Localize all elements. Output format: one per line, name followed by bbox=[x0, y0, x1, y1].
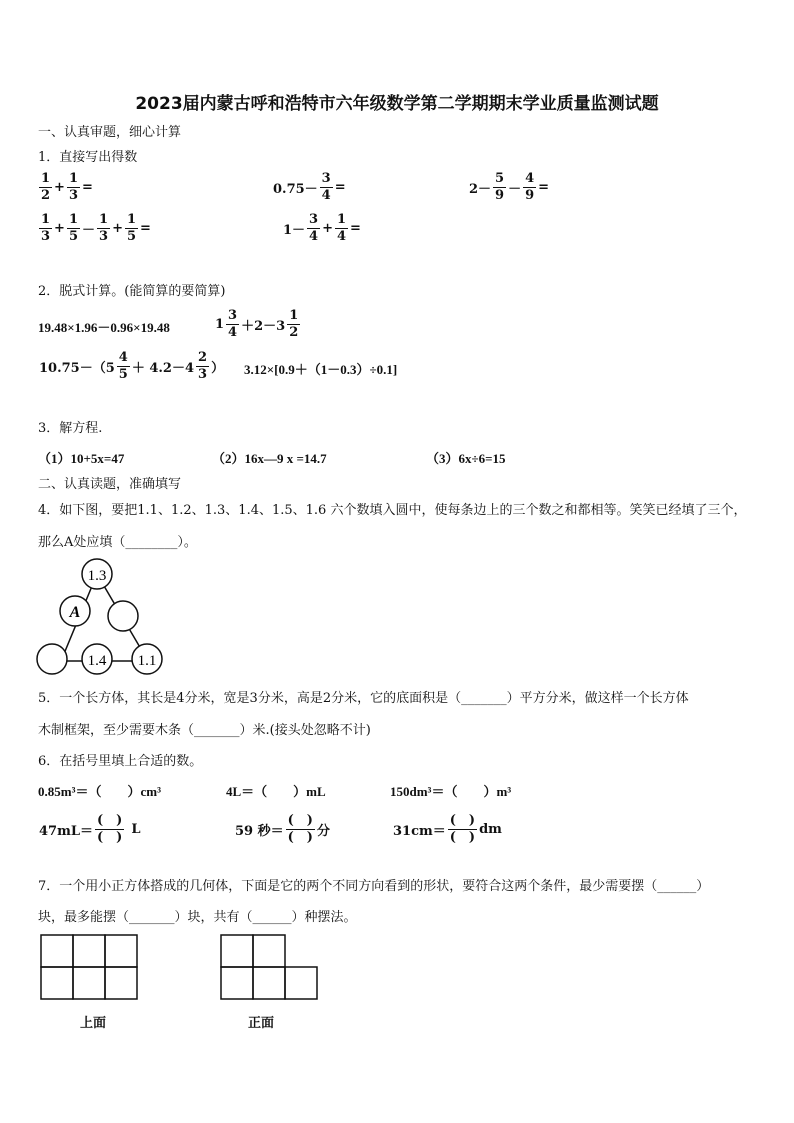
top-view-caption: 上面 bbox=[80, 1016, 107, 1031]
fraction: $\frac{3}{4}$ bbox=[321, 171, 331, 203]
q7-text-line2: 块，最多能摆（_______）块，共有（______）种摆法。 bbox=[38, 910, 357, 925]
circle-left-label: A bbox=[69, 604, 81, 621]
fraction: $\frac{5}{9}$ bbox=[495, 171, 505, 203]
q1-label: 1．直接写出得数 bbox=[38, 150, 138, 165]
q6-fill-3: 150dm³＝（ ）m³ bbox=[390, 784, 512, 799]
front-view-caption: 正面 bbox=[248, 1016, 275, 1031]
q2-expr-3: 10.75－（5 $\frac{4}{5}$ ＋ 4.2－4 $\frac{2}{3}$ ） bbox=[39, 350, 225, 382]
circle-top-label: 1.3 bbox=[87, 568, 107, 584]
top-view-grid bbox=[40, 934, 140, 1002]
fraction-blank: $\frac{( )}{( )}$ bbox=[449, 813, 476, 845]
fraction: $\frac{1}{4}$ bbox=[337, 212, 347, 244]
fraction-blank: $\frac{( )}{( )}$ bbox=[287, 813, 313, 845]
page-title: 2023届内蒙古呼和浩特市六年级数学第二学期期末学业质量监测试题 bbox=[135, 94, 659, 114]
fraction: $\frac{1}{3}$ bbox=[99, 212, 109, 244]
fraction: $\frac{2}{3}$ bbox=[198, 350, 208, 382]
q1-expr-2: 0.75－ $\frac{3}{4}$ = bbox=[273, 171, 346, 203]
fraction: $\frac{1}{3}$ bbox=[68, 171, 78, 203]
q3-equation-1: （1）10+5x=47 bbox=[38, 451, 125, 466]
q1-expr-1: $\frac{1}{2}$ + $\frac{1}{3}$ = bbox=[41, 171, 93, 203]
circle-right bbox=[108, 601, 138, 631]
q4-text-line2: 那么A处应填（________）。 bbox=[38, 535, 197, 550]
q3-equation-2: （2）16x—9 x =14.7 bbox=[212, 451, 327, 466]
fraction: $\frac{3}{4}$ bbox=[309, 212, 319, 244]
fraction: $\frac{4}{5}$ bbox=[118, 350, 128, 382]
triangle-circle-diagram bbox=[36, 558, 166, 676]
q2-expr-1: 19.48×1.96－0.96×19.48 bbox=[38, 320, 170, 335]
fraction: $\frac{3}{4}$ bbox=[228, 308, 238, 340]
q3-equation-3: （3）6x÷6=15 bbox=[426, 451, 506, 466]
circle-bottom-middle-label: 1.4 bbox=[87, 653, 107, 669]
q5-text-line1: 5．一个长方体，其长是4分米，宽是3分米，高是2分米，它的底面积是（_______）平方分米，做这样一个长方体 bbox=[38, 691, 689, 706]
q2-label: 2．脱式计算。(能简算的要简算) bbox=[38, 284, 226, 299]
q6-fill-4: 47mL＝ $\frac{( )}{( )}$ L bbox=[39, 813, 141, 845]
q1-expr-5: 1－ $\frac{3}{4}$ + $\frac{1}{4}$ = bbox=[283, 212, 361, 244]
q6-fill-5: 59 秒＝ $\frac{( )}{( )}$ 分 bbox=[235, 813, 330, 845]
q6-label: 6．在括号里填上合适的数。 bbox=[38, 754, 203, 769]
q6-fill-1: 0.85m³＝（ ）cm³ bbox=[38, 784, 161, 799]
q4-text-line1: 4．如下图，要把1.1、1.2、1.3、1.4、1.5、1.6 六个数填入圆中，使每条边上的三个数之和都相等。笑笑已经填了三个， bbox=[38, 503, 747, 518]
fraction: $\frac{1}{2}$ bbox=[289, 308, 299, 340]
q6-fill-2: 4L＝（ ）mL bbox=[226, 784, 326, 799]
q1-expr-3: 2－ $\frac{5}{9}$ － $\frac{4}{9}$ = bbox=[469, 171, 550, 203]
q2-expr-4: 3.12×[0.9＋（1－0.3）÷0.1] bbox=[244, 362, 398, 377]
q7-text-line1: 7．一个用小正方体搭成的几何体，下面是它的两个不同方向看到的形状，要符合这两个条件，最少需要摆（______） bbox=[38, 879, 710, 894]
section2-heading: 二、认真读题，准确填写 bbox=[38, 477, 182, 492]
fraction: $\frac{1}{3}$ bbox=[41, 212, 51, 244]
q1-expr-4: $\frac{1}{3}$ + $\frac{1}{5}$ － $\frac{1}{3}$ + $\frac{1}{5}$ = bbox=[41, 212, 151, 244]
fraction: $\frac{1}{5}$ bbox=[68, 212, 78, 244]
q2-expr-2: 1 $\frac{3}{4}$ ＋2－3 $\frac{1}{2}$ bbox=[215, 308, 299, 340]
fraction-blank: $\frac{( )}{( )}$ bbox=[97, 813, 123, 845]
q5-text-line2: 木制框架，至少需要木条（_______）米.(接头处忽略不计) bbox=[38, 723, 371, 738]
q6-fill-6: 31cm＝ $\frac{( )}{( )}$ dm bbox=[393, 813, 502, 845]
fraction: $\frac{1}{5}$ bbox=[126, 212, 137, 244]
fraction: $\frac{1}{2}$ bbox=[41, 171, 51, 203]
fraction: $\frac{4}{9}$ bbox=[525, 171, 535, 203]
section1-heading: 一、认真审题，细心计算 bbox=[38, 125, 182, 140]
q3-label: 3．解方程. bbox=[38, 421, 103, 436]
circle-bottom-left bbox=[37, 644, 67, 674]
front-view-grid bbox=[220, 934, 320, 1002]
circle-bottom-right-label: 1.1 bbox=[137, 653, 157, 669]
